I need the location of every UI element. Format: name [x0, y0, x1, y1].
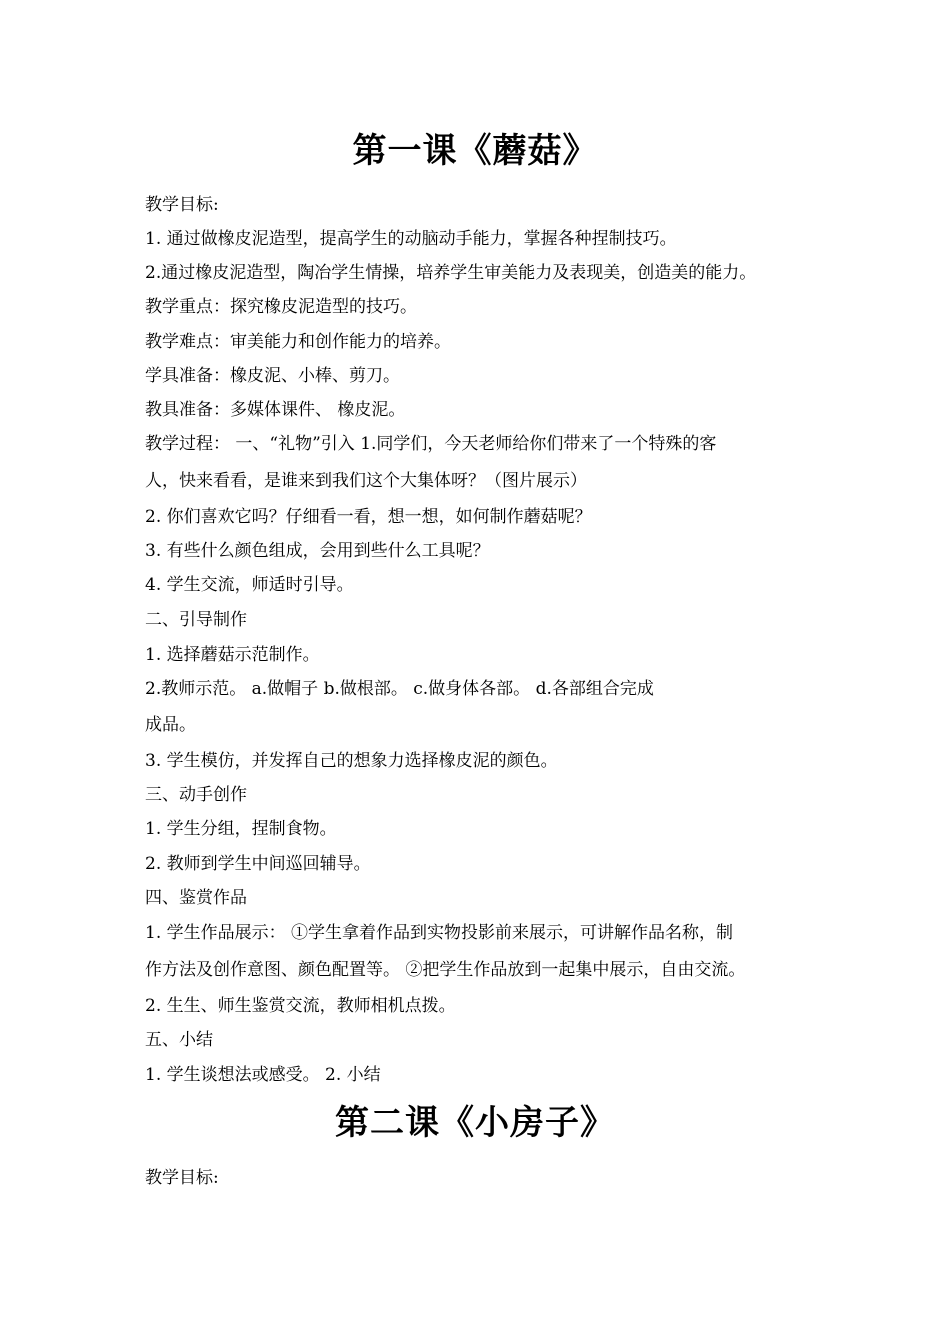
lesson1-line: 1. 学生谈想法或感受。 2. 小结	[145, 1065, 381, 1085]
lesson2-line: 教学目标:	[145, 1168, 219, 1188]
lesson1-line: 4. 学生交流，师适时引导。	[145, 575, 354, 595]
lesson1-line: 人，快来看看，是谁来到我们这个大集体呀？（图片展示）	[145, 471, 587, 491]
lesson1-line: 2.教师示范。 a.做帽子 b.做根部。 c.做身体各部。 d.各部组合完成	[145, 679, 654, 699]
lesson1-line: 成品。	[145, 715, 196, 735]
lesson1-line: 1. 学生作品展示： ①学生拿着作品到实物投影前来展示，可讲解作品名称，制	[145, 923, 734, 943]
lesson1-heading: 三、动手创作	[145, 785, 247, 805]
lesson1-line: 3. 有些什么颜色组成，会用到些什么工具呢？	[145, 541, 490, 561]
lesson1-title: 第一课《蘑菇》	[352, 131, 598, 171]
lesson1-line: 1. 选择蘑菇示范制作。	[145, 645, 320, 665]
lesson1-line: 教学过程： 一、“礼物”引入 1.同学们，今天老师给你们带来了一个特殊的客	[145, 434, 717, 454]
lesson1-line: 学具准备：橡皮泥、小棒、剪刀。	[145, 366, 400, 386]
lesson1-line: 2. 生生、师生鉴赏交流，教师相机点拨。	[145, 996, 456, 1016]
lesson1-line: 1. 通过做橡皮泥造型，提高学生的动脑动手能力，掌握各种捏制技巧。	[145, 229, 677, 249]
lesson1-line: 教学重点：探究橡皮泥造型的技巧。	[145, 297, 417, 317]
lesson1-line: 教具准备：多媒体课件、 橡皮泥。	[145, 400, 406, 420]
lesson1-heading: 二、引导制作	[145, 610, 247, 630]
lesson1-line: 2. 你们喜欢它吗？仔细看一看，想一想，如何制作蘑菇呢？	[145, 507, 592, 527]
lesson1-line: 教学目标:	[145, 195, 219, 215]
lesson1-line: 3. 学生模仿，并发挥自己的想象力选择橡皮泥的颜色。	[145, 751, 558, 771]
lesson1-line: 1. 学生分组，捏制食物。	[145, 819, 337, 839]
lesson1-line: 2. 教师到学生中间巡回辅导。	[145, 854, 371, 874]
lesson1-line: 作方法及创作意图、颜色配置等。 ②把学生作品放到一起集中展示，自由交流。	[145, 960, 746, 980]
lesson1-line: 教学难点：审美能力和创作能力的培养。	[145, 332, 451, 352]
lesson1-heading: 四、鉴赏作品	[145, 888, 247, 908]
lesson1-line: 2.通过橡皮泥造型，陶冶学生情操，培养学生审美能力及表现美，创造美的能力。	[145, 263, 757, 283]
lesson1-heading: 五、小结	[145, 1030, 213, 1050]
lesson2-title: 第二课《小房子》	[335, 1103, 615, 1143]
